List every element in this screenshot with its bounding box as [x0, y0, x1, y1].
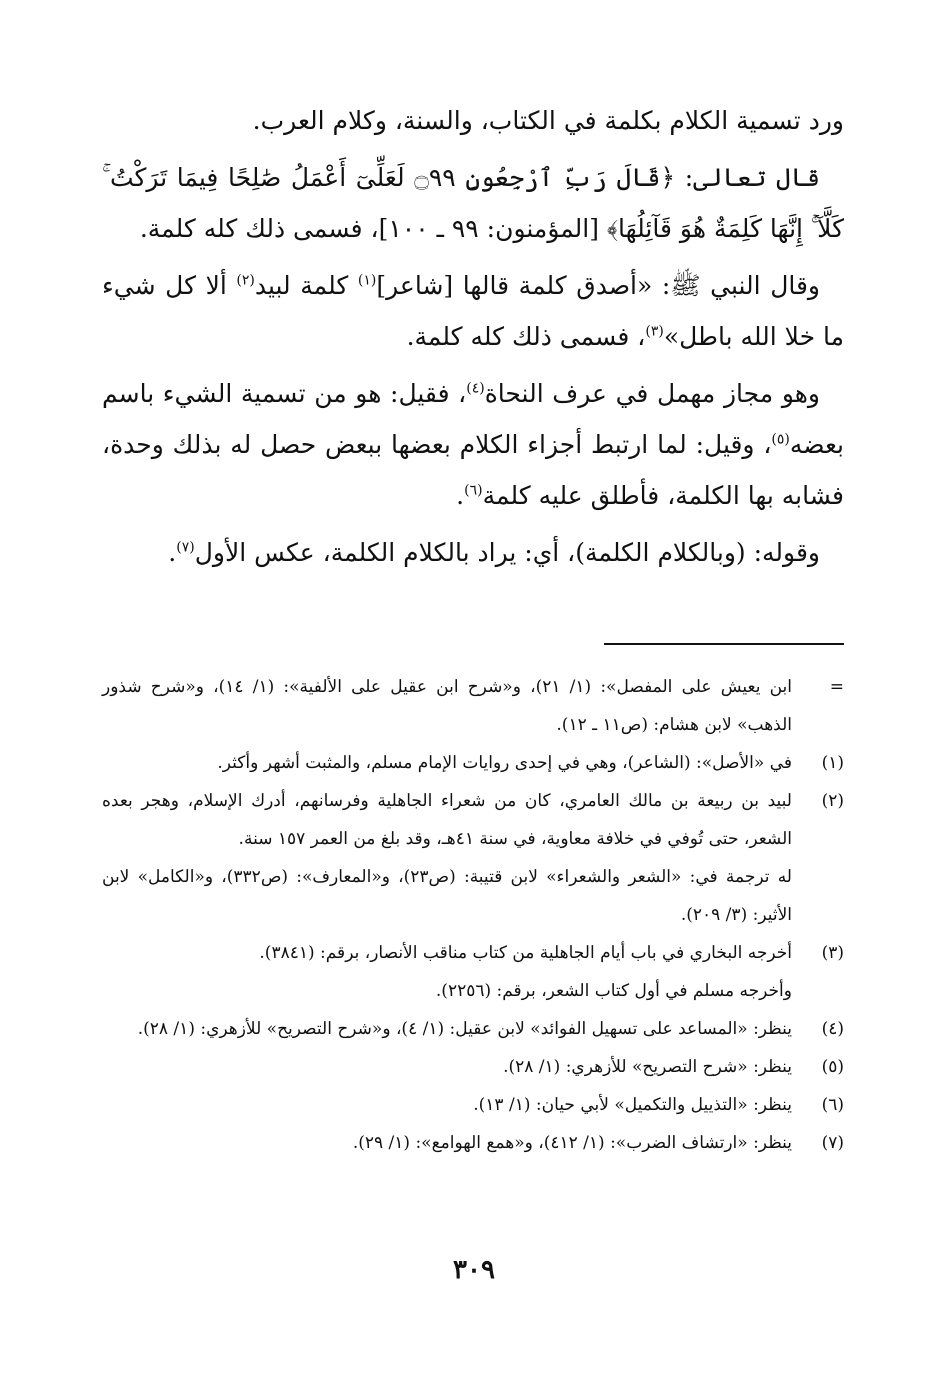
- footnote-number: =: [829, 677, 844, 697]
- footnote-3: [102, 934, 844, 1010]
- main-text: [102, 95, 844, 584]
- footnote-ref-7[interactable]: (٧): [176, 539, 195, 556]
- footnote-number: (٣): [821, 943, 844, 963]
- footnote-text: ابن يعيش على المفصل»: (١/ ٢١)، و«شرح ابن عقيل على الألفية»: (١/ ١٤)، و«شرح شذور الذهب» لابن هشام: (ص١١ ـ ١٢).: [102, 677, 792, 735]
- paragraph-qawluhu: وقوله: (وبالكلام الكلمة)، أي: يراد بالكلام الكلمة، عكس الأول$^{(٧)}$.: [168, 538, 820, 567]
- footnote-ref-2[interactable]: (٢): [236, 272, 255, 289]
- paragraph-majaz: وهو مجاز مهمل في عرف النحاة$^{(٤)}$، فقيل: هو من تسمية الشيء باسم بعضه$^{(٥)}$، وقيل: لما ارتبط أجزاء الكلام بعضها ببعض حصل له بذلك وحدة، فشابه بها الكلمة، فأطلق عليه كلمة$^{(٦)}$.: [102, 379, 844, 510]
- footnote-2: [102, 782, 844, 934]
- footnote-ref-1[interactable]: (١): [357, 272, 377, 289]
- footnote-text: أخرجه البخاري في باب أيام الجاهلية من كتاب مناقب الأنصار، برقم: (٣٨٤١). وأخرجه مسلم في أول كتاب الشعر، برقم: (٢٢٥٦).: [259, 943, 792, 1001]
- footnote-number: (٢): [821, 791, 844, 811]
- footnote-text: ينظر: «شرح التصريح» للأزهري: (١/ ٢٨).: [503, 1057, 792, 1077]
- footnote-text: في «الأصل»: (الشاعر)، وهي في إحدى روايات الإمام مسلم، والمثبت أشهر وأكثر.: [217, 753, 792, 773]
- footnote-5: [102, 1048, 844, 1086]
- footnote-number: (٦): [821, 1095, 844, 1115]
- footnote-number: (٧): [821, 1133, 844, 1153]
- footnote-ref-4[interactable]: (٤): [466, 380, 485, 397]
- paragraph-quran-quote: قال تعالى: ﴿قَالَ رَبِّ ٱرْجِعُونِ ۝٩٩ لَعَلِّىٓ أَعْمَلُ صَٰلِحًا فِيمَا تَرَكْتُ ۚ كَلَّآ ۚ إِنَّهَا كَلِمَةٌ هُوَ قَآئِلُهَا﴾ [المؤمنون: ٩٩ ـ ١٠٠]، فسمى ذلك كله كلمة.: [102, 163, 844, 243]
- footnote-ref-5[interactable]: (٥): [771, 431, 790, 448]
- footnote-ref-3[interactable]: (٣): [645, 323, 664, 340]
- page-number: ٣٠٩: [453, 1255, 495, 1285]
- footnote-7: [102, 1124, 844, 1162]
- footnote-number: (١): [821, 753, 844, 773]
- footnote-6: [102, 1086, 844, 1124]
- footnote-continued: [102, 668, 844, 744]
- footnote-text: ينظر: «ارتشاف الضرب»: (١/ ٤١٢)، و«همع الهوامع»: (١/ ٢٩).: [352, 1133, 792, 1153]
- footnote-number: (٤): [821, 1019, 844, 1039]
- paragraph-hadith-quote: وقال النبي ﷺ: «أصدق كلمة قالها [شاعر]$^{(١)}$ كلمة لبيد$^{(٢)}$ ألا كل شيء ما خلا الله باطل»$^{(٣)}$، فسمى ذلك كله كلمة.: [102, 271, 844, 351]
- footnote-text: ينظر: «التذييل والتكميل» لأبي حيان: (١/ ١٣).: [473, 1095, 792, 1115]
- footnote-ref-6[interactable]: (٦): [464, 482, 483, 499]
- footnote-4: [102, 1010, 844, 1048]
- footnote-text: ينظر: «المساعد على تسهيل الفوائد» لابن عقيل: (١/ ٤)، و«شرح التصريح» للأزهري: (١/ ٢٨).: [137, 1019, 792, 1039]
- footnotes: [102, 668, 844, 1162]
- footnote-1: [102, 744, 844, 782]
- footnote-separator: [604, 643, 844, 645]
- footnote-text: لبيد بن ربيعة بن مالك العامري، كان من شعراء الجاهلية وفرسانهم، أدرك الإسلام، وهجر بعده الشعر، حتى تُوفي في خلافة معاوية، في سنة ٤١هـ، وقد بلغ من العمر ١٥٧ سنة. له ترجمة في: «الشعر والشعراء» لابن قتيبة: (ص٢٣)، و«المعارف»: (ص٣٣٢)، و«الكامل» لابن الأثير: (٣/ ٢٠٩).: [102, 791, 792, 925]
- paragraph-intro: ورد تسمية الكلام بكلمة في الكتاب، والسنة، وكلام العرب.: [252, 106, 844, 135]
- footnote-number: (٥): [821, 1057, 844, 1077]
